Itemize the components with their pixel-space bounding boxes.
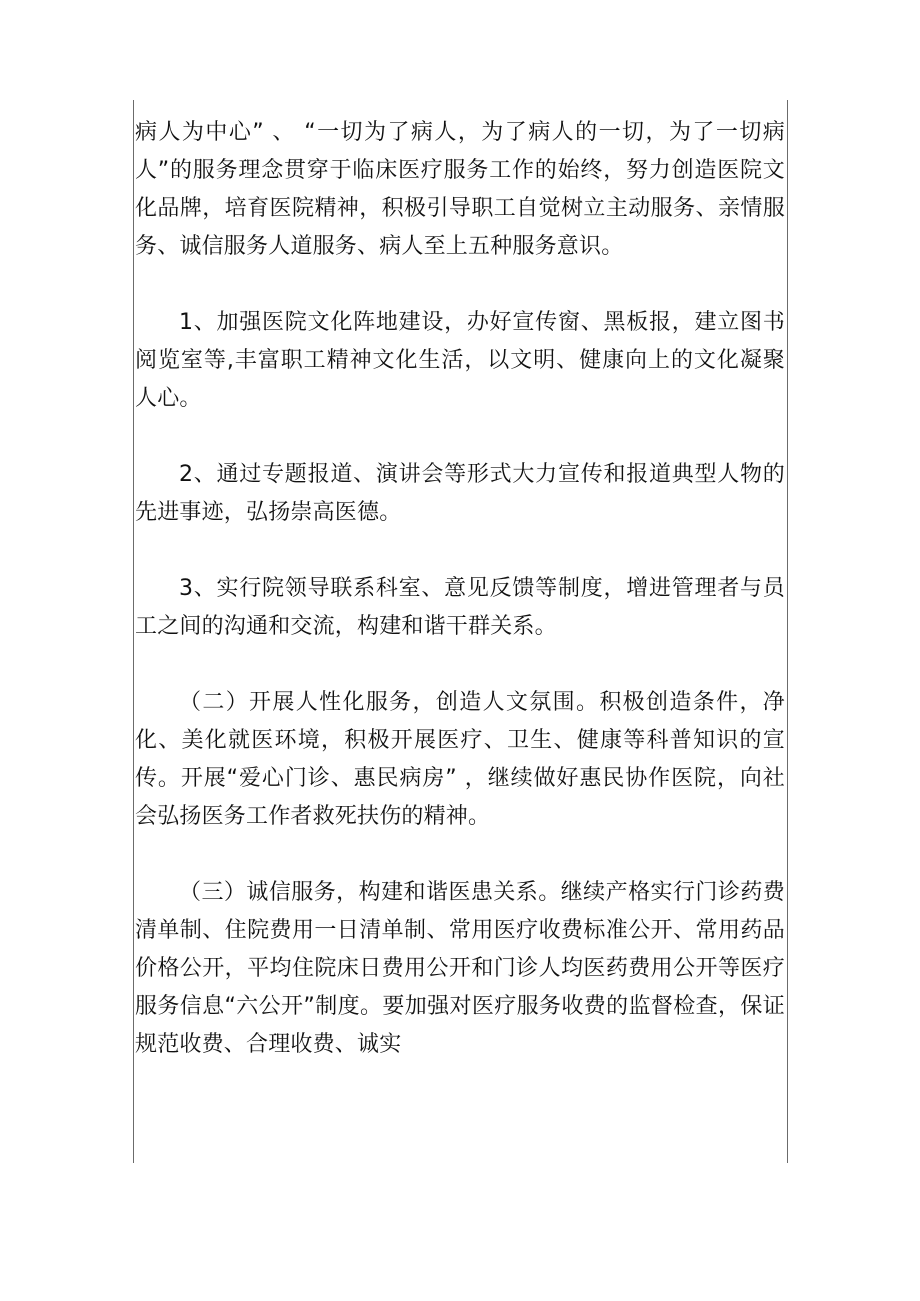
paragraph-item-3: 3、实行院领导联系科室、意见反馈等制度，增进管理者与员工之间的沟通和交流，构建和谐干群关系。 xyxy=(135,576,785,639)
paragraph-section-3: （三）诚信服务，构建和谐医患关系。继续产格实行门诊药费清单制、住院费用一日清单制、常用医疗收费标准公开、常用药品价格公开，平均住院床日费用公开和门诊人均医药费用公开等医疗服务信息“六公开”制度。要加强对医疗服务收费的监督检查，保证规范收费、合理收费、诚实 xyxy=(135,880,785,1057)
right-border-line xyxy=(787,100,788,1163)
document-body xyxy=(135,114,785,1064)
paragraph-item-2: 2、通过专题报道、演讲会等形式大力宣传和报道典型人物的先进事迹，弘扬崇高医德。 xyxy=(135,462,785,525)
paragraph-section-2: （二）开展人性化服务，创造人文氛围。积极创造条件，净化、美化就医环境，积极开展医疗、卫生、健康等科普知识的宣传。开展“爱心门诊、惠民病房” ，继续做好惠民协作医院，向社会弘扬医务工作者救死扶伤的精神。 xyxy=(135,690,785,829)
paragraph-item-1: 1、加强医院文化阵地建设，办好宣传窗、黑板报，建立图书阅览室等,丰富职工精神文化生活，以文明、健康向上的文化凝聚人心。 xyxy=(135,310,785,411)
paragraph-service-concept: 病人为中心” 、 “一切为了病人，为了病人的一切，为了一切病人”的服务理念贯穿于临床医疗服务工作的始终，努力创造医院文化品牌，培育医院精神，积极引导职工自觉树立主动服务、亲情服务、诚信服务人道服务、病人至上五种服务意识。 xyxy=(135,120,785,259)
left-border-line xyxy=(133,100,134,1163)
